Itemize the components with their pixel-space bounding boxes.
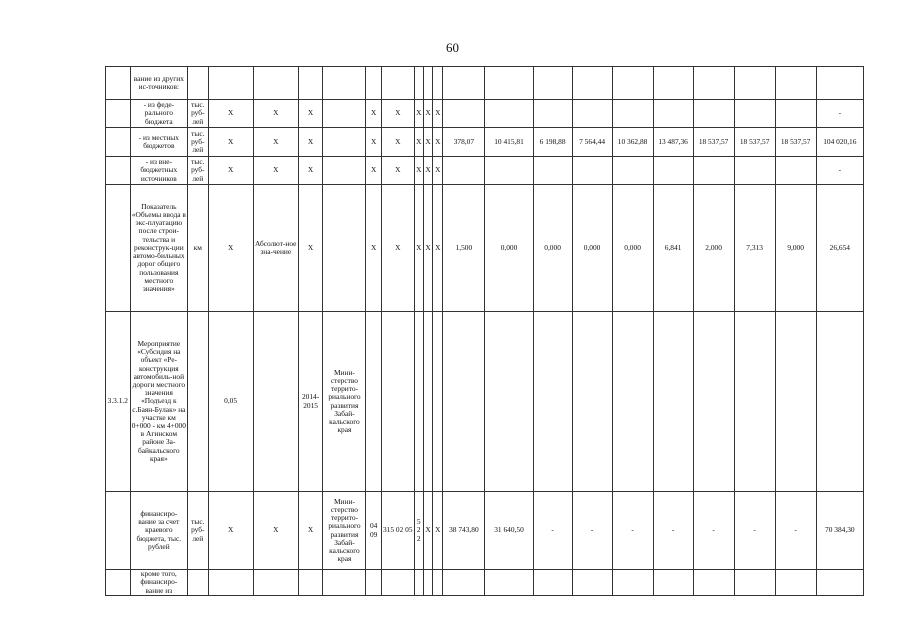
table-cell: X — [433, 100, 443, 128]
table-cell — [533, 157, 572, 185]
table-cell: 0,000 — [533, 185, 572, 312]
table-cell — [612, 312, 653, 492]
table-cell — [366, 570, 381, 596]
table-cell: X — [414, 128, 423, 157]
table-cell: X — [208, 100, 253, 128]
table-cell: X — [414, 100, 423, 128]
table-cell — [533, 570, 572, 596]
table-cell — [106, 492, 131, 570]
table-cell — [188, 312, 209, 492]
table-cell — [423, 312, 432, 492]
table-cell — [775, 157, 816, 185]
table-cell: 13 487,36 — [653, 128, 693, 157]
table-cell — [253, 67, 298, 100]
table-cell — [485, 312, 533, 492]
table-cell — [323, 67, 366, 100]
table-cell: - из феде-рального бюджета — [130, 100, 187, 128]
table-cell: 31 640,50 — [485, 492, 533, 570]
table-cell: - из вне-бюджетных источников — [130, 157, 187, 185]
table-cell — [572, 67, 612, 100]
table-cell: Мероприятие «Субсидия на объект «Ре-конструкция автомобиль-ной дороги местного значения «Подъезд к с.Баян-Булак» на участке км 0+000 - км 4+000 в Агинском районе За-байкальского края» — [130, 312, 187, 492]
table-row — [106, 128, 864, 157]
table-cell — [106, 185, 131, 312]
table-cell — [653, 100, 693, 128]
table-cell — [485, 100, 533, 128]
table-cell: X — [414, 157, 423, 185]
table-cell — [653, 157, 693, 185]
table-cell: X — [253, 492, 298, 570]
table-cell: кроме того, финансиро-вание из — [130, 570, 187, 596]
table-cell — [612, 67, 653, 100]
table-cell — [433, 67, 443, 100]
page-number: 60 — [446, 40, 459, 55]
table-cell — [653, 67, 693, 100]
table-cell: 10 415,81 — [485, 128, 533, 157]
table-row — [106, 100, 864, 128]
table-cell: X — [366, 185, 381, 312]
table-cell: Абсолют-ное зна-чение — [253, 185, 298, 312]
table-cell: 2014-2015 — [298, 312, 323, 492]
table-cell: 6,841 — [653, 185, 693, 312]
table-cell: вание из других ис-точников: — [130, 67, 187, 100]
table-row — [106, 157, 864, 185]
table-cell: X — [423, 128, 432, 157]
table-cell: X — [381, 128, 414, 157]
table-cell — [816, 312, 863, 492]
table-cell: - — [612, 492, 653, 570]
table-cell: X — [433, 128, 443, 157]
table-cell: 10 362,88 — [612, 128, 653, 157]
table-cell: X — [423, 157, 432, 185]
table-cell: 26,654 — [816, 185, 863, 312]
table-cell — [423, 67, 432, 100]
table-cell — [816, 570, 863, 596]
table-cell — [816, 67, 863, 100]
table-cell — [414, 67, 423, 100]
table-cell — [693, 100, 734, 128]
table-cell: 0,000 — [485, 185, 533, 312]
table-cell: X — [208, 128, 253, 157]
table-row — [106, 67, 864, 100]
table-cell: финансиро-вание за счет краевого бюджета, тыс. рублей — [130, 492, 187, 570]
table-cell: 315 02 05 — [381, 492, 414, 570]
table-cell — [775, 67, 816, 100]
table-cell — [433, 570, 443, 596]
table-cell: X — [298, 185, 323, 312]
table-cell: X — [433, 157, 443, 185]
table-cell: X — [423, 492, 432, 570]
table-cell: X — [381, 100, 414, 128]
table-cell — [323, 100, 366, 128]
table-cell — [443, 157, 485, 185]
table-cell: 18 537,57 — [734, 128, 775, 157]
table-cell: 38 743,80 — [443, 492, 485, 570]
table-cell: X — [208, 157, 253, 185]
table-cell: тыс. руб-лей — [188, 157, 209, 185]
table-cell — [106, 570, 131, 596]
table-cell: 7 564,44 — [572, 128, 612, 157]
table-cell: X — [298, 128, 323, 157]
table-cell: X — [381, 157, 414, 185]
table-cell — [381, 312, 414, 492]
table-cell — [443, 67, 485, 100]
table-cell — [775, 100, 816, 128]
table-cell — [208, 67, 253, 100]
table-cell: - — [572, 492, 612, 570]
table-cell: 5 2 2 — [414, 492, 423, 570]
table-cell — [414, 570, 423, 596]
table-cell — [734, 570, 775, 596]
table-cell — [485, 157, 533, 185]
table-cell: 3.3.1.2 — [106, 312, 131, 492]
table-cell — [381, 67, 414, 100]
table-cell: Мини-стерство террито-риального развития Забай-кальского края — [323, 312, 366, 492]
table-cell — [734, 100, 775, 128]
table-cell: тыс. руб-лей — [188, 128, 209, 157]
table-cell — [366, 312, 381, 492]
table-cell — [433, 312, 443, 492]
table-cell: X — [298, 100, 323, 128]
table-cell — [253, 570, 298, 596]
table-cell: X — [414, 185, 423, 312]
table-cell: - из местных бюджетов — [130, 128, 187, 157]
table-cell: 1,500 — [443, 185, 485, 312]
table-cell — [775, 312, 816, 492]
table-cell — [188, 67, 209, 100]
table-cell: 70 384,30 — [816, 492, 863, 570]
table-cell: - — [734, 492, 775, 570]
table-cell — [533, 67, 572, 100]
table-cell: Показатель «Объемы ввода в экс-плуатацию после строи-тельства и реконструк-ции автомо-бильных дорог общего пользования местного значения» — [130, 185, 187, 312]
table-cell — [106, 128, 131, 157]
table-cell — [734, 67, 775, 100]
table-cell: км — [188, 185, 209, 312]
table-cell: X — [433, 492, 443, 570]
table-cell: 378,07 — [443, 128, 485, 157]
table-cell — [443, 312, 485, 492]
table-cell: 04 09 — [366, 492, 381, 570]
table-cell: - — [693, 492, 734, 570]
table-cell: Мини-стерство террито-риального развития Забай-кальского края — [323, 492, 366, 570]
table-cell: X — [366, 128, 381, 157]
table-cell — [323, 157, 366, 185]
table-cell: тыс. руб-лей — [188, 100, 209, 128]
table-cell: X — [253, 128, 298, 157]
table-cell — [253, 312, 298, 492]
table-cell: X — [208, 492, 253, 570]
table-row — [106, 570, 864, 596]
table-cell: - — [816, 157, 863, 185]
table-cell — [106, 67, 131, 100]
table-cell — [423, 570, 432, 596]
table-cell: X — [298, 157, 323, 185]
table-cell: X — [253, 157, 298, 185]
table-cell: 0,05 — [208, 312, 253, 492]
table-cell — [443, 570, 485, 596]
table-cell: - — [653, 492, 693, 570]
table-cell: 9,000 — [775, 185, 816, 312]
table-cell — [366, 67, 381, 100]
table-cell: X — [433, 185, 443, 312]
table-cell — [572, 100, 612, 128]
table-cell — [693, 570, 734, 596]
table-cell — [323, 128, 366, 157]
table-cell — [734, 157, 775, 185]
table-cell: 6 198,88 — [533, 128, 572, 157]
table-cell — [775, 570, 816, 596]
table-cell — [106, 100, 131, 128]
table-row — [106, 185, 864, 312]
table-cell — [734, 312, 775, 492]
table-cell — [188, 570, 209, 596]
table-cell: X — [366, 100, 381, 128]
table-row — [106, 312, 864, 492]
table-cell: X — [253, 100, 298, 128]
table-cell: 7,313 — [734, 185, 775, 312]
table-cell: 0,000 — [612, 185, 653, 312]
table-cell — [485, 67, 533, 100]
table-cell: X — [423, 100, 432, 128]
table-cell — [323, 570, 366, 596]
table-cell — [572, 157, 612, 185]
table-cell: 104 020,16 — [816, 128, 863, 157]
table-cell: 18 537,57 — [775, 128, 816, 157]
table-cell: X — [298, 492, 323, 570]
table-cell: - — [816, 100, 863, 128]
table-row — [106, 492, 864, 570]
table-cell — [414, 312, 423, 492]
table-cell — [106, 157, 131, 185]
table-cell — [298, 570, 323, 596]
table-cell: тыс. руб-лей — [188, 492, 209, 570]
table-cell — [693, 67, 734, 100]
table-cell — [298, 67, 323, 100]
table-cell — [533, 100, 572, 128]
table-cell — [485, 570, 533, 596]
table-cell: 2,000 — [693, 185, 734, 312]
budget-table — [105, 66, 864, 596]
table-cell — [381, 570, 414, 596]
table-cell — [653, 312, 693, 492]
table-cell — [533, 312, 572, 492]
table-cell — [612, 157, 653, 185]
table-cell: - — [533, 492, 572, 570]
table-cell: X — [208, 185, 253, 312]
table-cell: X — [366, 157, 381, 185]
table-cell — [572, 570, 612, 596]
table-cell: X — [381, 185, 414, 312]
table-cell — [653, 570, 693, 596]
table-cell — [612, 570, 653, 596]
table-cell — [208, 570, 253, 596]
table-cell: - — [775, 492, 816, 570]
table-cell — [693, 312, 734, 492]
table-cell: X — [423, 185, 432, 312]
table-cell — [612, 100, 653, 128]
table-cell — [323, 185, 366, 312]
table-cell: 0,000 — [572, 185, 612, 312]
table-cell — [443, 100, 485, 128]
table-cell — [693, 157, 734, 185]
table-cell: 18 537,57 — [693, 128, 734, 157]
table-cell — [572, 312, 612, 492]
